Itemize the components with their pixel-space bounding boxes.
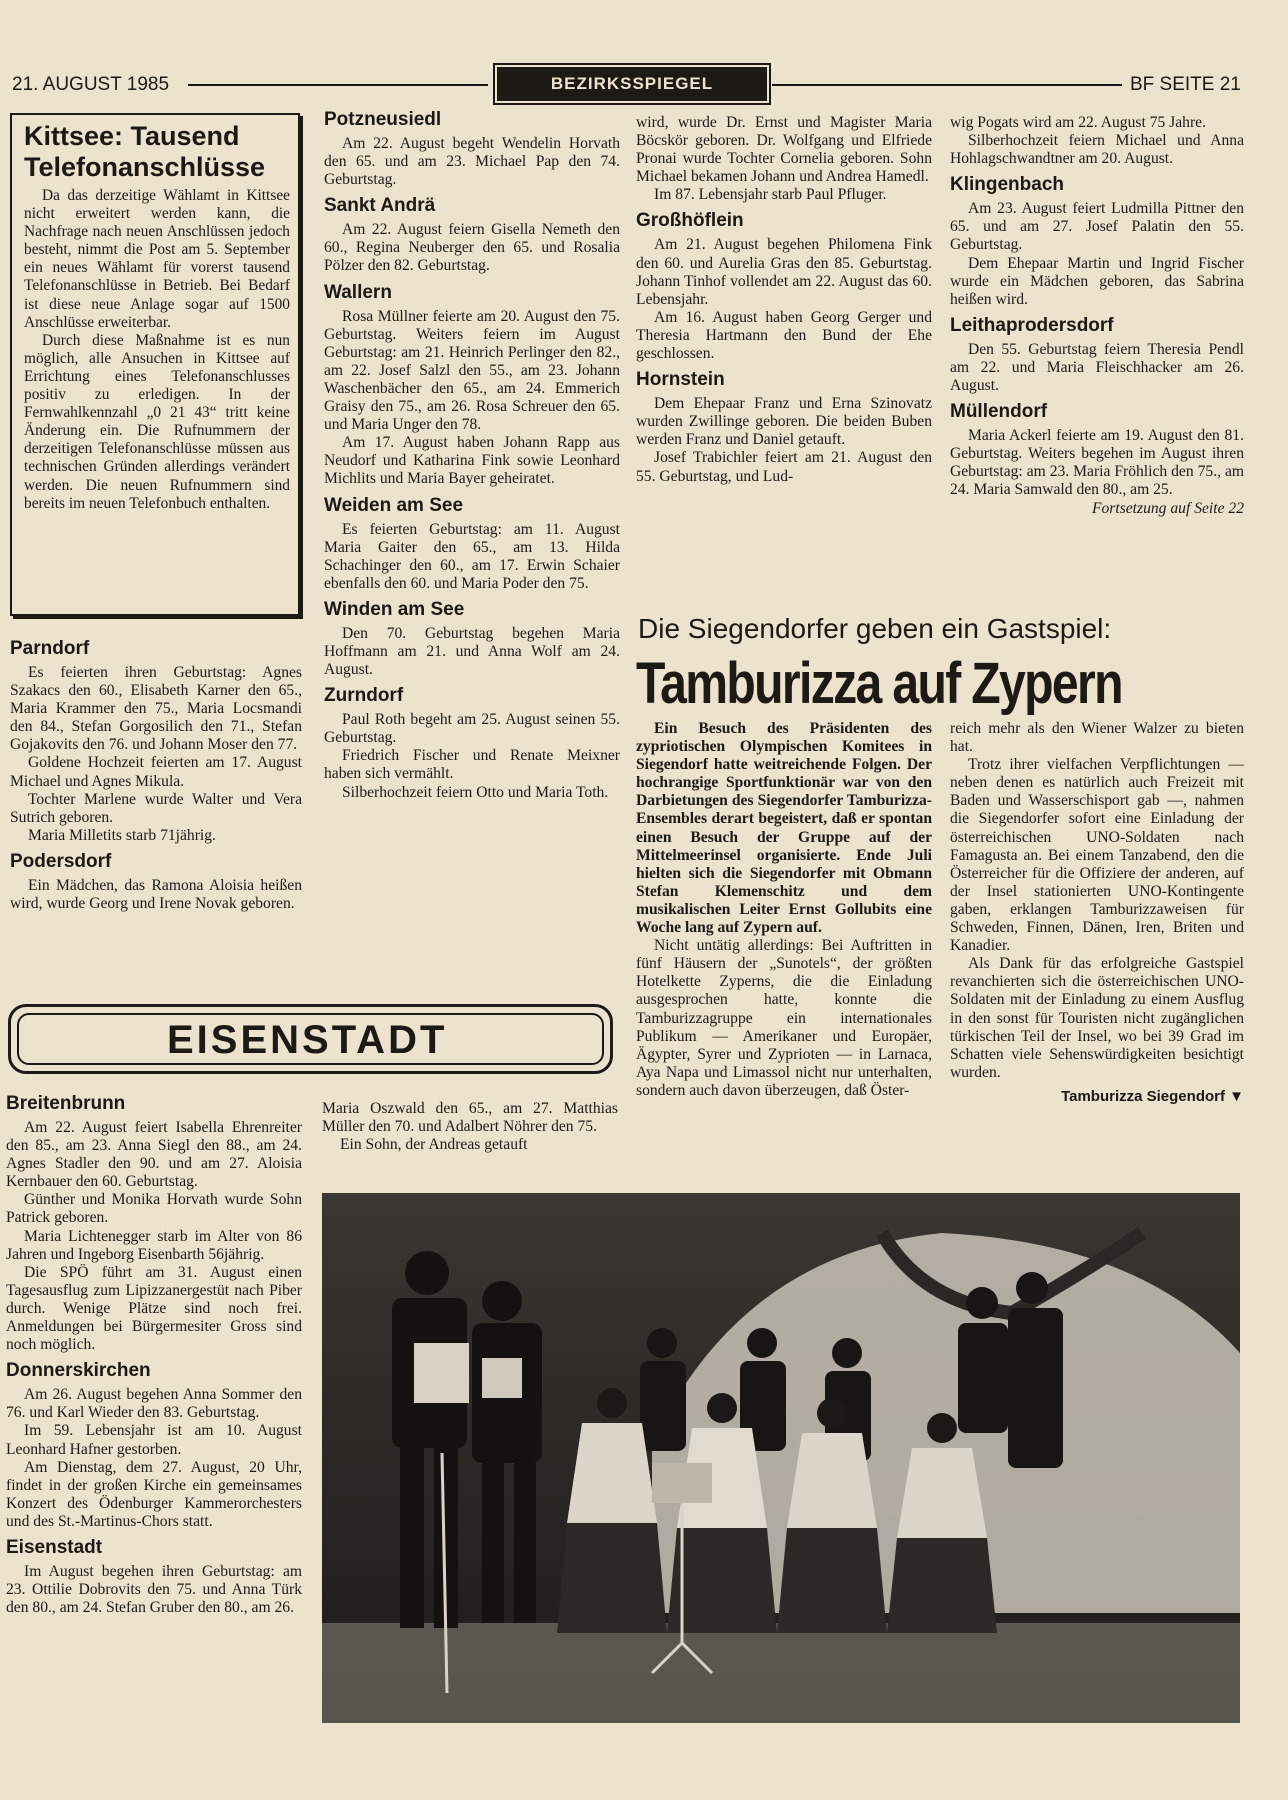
heading-muellendorf: Müllendorf [950,401,1048,423]
page-number: BF SEITE 21 [1130,74,1241,95]
paragraph: Ein Sohn, der Andreas getauft [340,1136,528,1154]
feature-lead: Ein Besuch des Präsidenten des zypriotischen Olympischen Komitees in Siegendorf hatte weitreichende Folgen. Der hochrangige Sportfunktionär war von den Darbietungen des Siegendorfer Tamburizza-Ensembles derart begeistert, daß er spontan einen Besuch der Gruppe auf der Mittelmeerinsel organisierte. Ende Juli hielten sich die Siegendorfer mit Obmann Stefan Klemenschitz und dem musikalischen Leiter Ernst Gollubits eine Woche lang auf Zypern auf. [636,720,932,937]
paragraph: Maria Oszwald den 65., am 27. Matthias Müller den 70. und Adalbert Nöhrer den 75. [322,1100,618,1136]
paragraph: Am 21. August begehen Philomena Fink den 60. und Aurelia Gras den 85. Geburtstag. Johann Tinhof vollendet am 22. August das 60. Lebensjahr. [636,236,932,308]
heading-zurndorf: Zurndorf [324,685,404,707]
paragraph: Tochter Marlene wurde Walter und Vera Sutrich geboren. [10,790,302,826]
paragraph: Es feierten ihren Geburtstag: Agnes Szakacs den 60., Elisabeth Karner den 65., Maria Krammer den 75., Maria Locsmandi den 84., Stefan Gorgosilich den 71., Stefan Gojakovits den 76. und Johann Moser den 77. [10,664,302,754]
paragraph: Maria Milletits starb 71jährig. [28,826,216,844]
paragraph: Am 23. August feiert Ludmilla Pittner den 65. und am 27. Josef Palatin den 55. Geburtstag. [950,200,1244,254]
heading-donnerskirchen: Donnerskirchen [6,1360,151,1382]
paragraph: Am 17. August haben Johann Rapp aus Neudorf und Katharina Fink sowie Leonhard Michlits und Maria Bayer geheiratet. [324,434,620,488]
eisenstadt-banner-label: EISENSTADT [17,1013,604,1065]
paragraph: Dem Ehepaar Franz und Erna Szinovatz wurden Zwillinge geboren. Die beiden Buben werden Franz und Daniel getauft. [636,395,932,449]
paragraph: Rosa Müllner feierte am 20. August den 75. Geburtstag. Weiters feiern im August Geburtstag: am 21. Heinrich Perlinger den 82., am 22. Josef Salzl den 55., am 23. Johann Waschenbächer den 65., am 24. Emmerich Graisy den 75., am 26. Rosa Schreuer den 65. und Maria Unger den 78. [324,307,620,434]
paragraph: Maria Lichtenegger starb im Alter von 86 Jahren und Ingeborg Eisenbarth 56jährig. [6,1227,302,1263]
tamburizza-photo-art [322,1193,1240,1723]
heading-breitenbrunn: Breitenbrunn [6,1093,126,1114]
kittsee-paragraph: Da das derzeitige Wählamt in Kittsee nicht erweitert werden kann, die Nachfrage nach neuen Anschlüssen jedoch besteht, nimmt die Post am 5. September ein neues Wählamt für vorerst tausend Telefonanschlüsse in Betrieb. Bei Bedarf ist diese neue Anlage sogar auf 1500 Anschlüsse erweiterbar. [24,187,290,331]
paragraph: Am 22. August feiert Isabella Ehrenreiter den 85., am 23. Anna Siegl den 88., am 24. Agnes Stadler den 90. und am 27. Aloisia Kernbauer den 60. Geburtstag. [6,1119,302,1191]
paragraph: Am 22. August feiern Gisella Nemeth den 60., Regina Neuberger den 65. und Rosalia Pölzer den 82. Geburtstag. [324,221,620,275]
paragraph: Günther und Monika Horvath wurde Sohn Patrick geboren. [6,1191,302,1227]
column-1 [10,632,302,913]
paragraph: wig Pogats wird am 22. August 75 Jahre. [950,114,1206,131]
paragraph: Friedrich Fischer und Renate Meixner haben sich vermählt. [324,747,620,783]
feature-column-1 [636,720,932,1100]
paragraph: Es feierten Geburtstag: am 11. August Maria Gaiter den 65., am 13. Hilda Schachinger den 60., am 17. Erwin Schaier ebenfalls den 60. und Maria Poder den 75. [324,520,620,592]
paragraph: Dem Ehepaar Martin und Ingrid Fischer wurde ein Mädchen geboren, das Sabrina heißen wird. [950,254,1244,308]
paragraph: Silberhochzeit feiern Otto und Maria Toth. [342,783,609,801]
photo-byline: Tamburizza Siegendorf ▼ [1061,1087,1244,1105]
issue-date: 21. AUGUST 1985 [12,74,170,95]
paragraph: Am 26. August begehen Anna Sommer den 76. und Karl Wieder den 83. Geburtstag. [6,1386,302,1422]
paragraph: Im 87. Lebensjahr starb Paul Pfluger. [654,186,887,204]
paragraph: reich mehr als den Wiener Walzer zu bieten hat. [950,720,1244,756]
paragraph: Am 22. August begeht Wendelin Horvath den 65. und am 23. Michael Pap den 74. Geburtstag. [324,135,620,189]
paragraph: Den 70. Geburtstag begehen Maria Hoffmann am 21. und Anna Wolf am 24. August. [324,624,620,679]
paragraph: Den 55. Geburtstag feiern Theresia Pendl am 22. und Maria Fleischhacker am 26. August. [950,340,1244,395]
heading-hornstein: Hornstein [636,369,725,391]
eisenstadt-column-2 [322,1100,618,1154]
paragraph: Am 16. August haben Georg Gerger und Theresia Hartmann den Bund der Ehe geschlossen. [636,308,932,363]
paragraph: Goldene Hochzeit feierten am 17. August Michael und Agnes Mikula. [10,754,302,790]
heading-sankt-andrae: Sankt Andrä [324,195,436,217]
header-rule-right [772,84,1122,86]
paragraph: Die SPÖ führt am 31. August einen Tagesausflug zum Lipizzanergestüt nach Piber durch. Wenige Plätze sind noch frei. Anmeldungen bei Bürgermesiter Gross sind noch möglich. [6,1263,302,1354]
kittsee-title: Kittsee: Tausend Telefonanschlüsse [24,121,266,182]
column-3 [636,114,932,486]
heading-potzneusiedl: Potzneusiedl [324,109,442,130]
section-badge: BEZIRKSSPIEGEL [497,67,767,101]
eisenstadt-column-1 [6,1092,302,1617]
feature-kicker: Die Siegendorfer geben ein Gastspiel: [638,613,1112,644]
heading-weiden: Weiden am See [324,494,464,516]
paragraph: Silberhochzeit feiern Michael und Anna Hohlagschwandtner am 20. August. [950,132,1244,168]
paragraph: Am Dienstag, dem 27. August, 20 Uhr, findet in der großen Kirche ein gemeinsames Konzert des Ödenburger Kammerorchesters und des St.-Martinus-Chors statt. [6,1458,302,1530]
kittsee-paragraph: Durch diese Maßnahme ist es nun möglich, alle Ansuchen in Kittsee auf Errichtung eines Telefonanschlusses positiv zu erledigen. In der Fernwahlkennzahl „0 21 43“ tritt keine Änderung ein. Die Rufnummern der derzeitigen Telefonanschlüsse müssen aus technischen Gründen allerdings verändert werden. Die neuen Rufnummern sind bereits im neuen Telefonbuch enthalten. [24,331,290,512]
paragraph: Trotz ihrer vielfachen Verpflichtungen — neben denen es natürlich auch Freizeit mit Baden und Wasserschisport gab —, nahmen die Siegendorfer sofort eine Einladung der österreichischen UNO-Soldaten nach Famagusta an. Bei einem Tanzabend, den die Österreicher für die Offiziere der anderen, auf der Insel stationierten UNO-Kontingente gaben, erklangen Tamburizzaweisen für Schweden, Finnen, Dänen, Iren, Briten und Kanadier. [950,756,1244,955]
continuation-note: Fortsetzung auf Seite 22 [1091,499,1244,517]
feature-headline: Tamburizza auf Zypern [636,651,1122,716]
column-4 [950,114,1244,518]
heading-winden: Winden am See [324,598,465,620]
paragraph: Im August begehen ihren Geburtstag: am 23. Ottilie Dobrovits den 75. und Anna Türk den 80., am 24. Stefan Gruber den 80., am 26. [6,1562,302,1617]
paragraph: Maria Ackerl feierte am 19. August den 81. Geburtstag. Weiters begehen im August ihren Geburtstag: am 23. Maria Fröhlich den 75., am 24. Maria Samwald den 80., am 25. [950,427,1244,499]
paragraph: wird, wurde Dr. Ernst und Magister Maria Böcskör geboren. Dr. Wolfgang und Elfriede Pronai wurde Tochter Cornelia geboren. Sohn Michael bekamen Johann und Andrea Hamedl. [636,114,932,186]
paragraph: Als Dank für das erfolgreiche Gastspiel revanchierten sich die österreichischen UNO-Soldaten mit der Einladung zu einem Ausflug in den sonst für Touristen nicht zugänglichen türkischen Teil der Insel, wo bei 39 Grad im Schatten viele Sehenswürdigkeiten besichtigt wurden. [950,955,1244,1081]
column-2 [324,108,620,802]
heading-parndorf: Parndorf [10,638,90,659]
heading-eisenstadt: Eisenstadt [6,1536,103,1558]
heading-klingenbach: Klingenbach [950,174,1065,196]
heading-wallern: Wallern [324,281,392,303]
paragraph: Paul Roth begeht am 25. August seinen 55. Geburtstag. [324,711,620,747]
feature-column-2 [950,720,1244,1106]
heading-grosshoeflein: Großhöflein [636,210,744,232]
eisenstadt-banner [8,1004,613,1074]
kittsee-box [10,113,300,616]
heading-leithaprodersdorf: Leithaprodersdorf [950,314,1114,336]
paragraph: Josef Trabichler feiert am 21. August den 55. Geburtstag, und Lud- [636,449,932,485]
paragraph: Ein Mädchen, das Ramona Aloisia heißen wird, wurde Georg und Irene Novak geboren. [10,876,302,913]
feature-body: Nicht untätig allerdings: Bei Auftritten in fünf Häusern der „Sunotels“, der größten Hotelkette Zyperns, die die Einladung ausgesprochen hatte, konnte die Tamburizzagruppe ein internationales Publikum — Amerikaner und Europäer, Ägypter, Syrer und Zyprioten — in Larnaca, Aya Napa und Limassol nicht nur unterhalten, sondern auch davon überzeugen, daß Öster- [636,937,932,1099]
paragraph: Im 59. Lebensjahr ist am 10. August Leonhard Hafner gestorben. [6,1422,302,1458]
header-rule-left [188,84,488,86]
tamburizza-photo [322,1193,1240,1723]
heading-podersdorf: Podersdorf [10,850,112,872]
